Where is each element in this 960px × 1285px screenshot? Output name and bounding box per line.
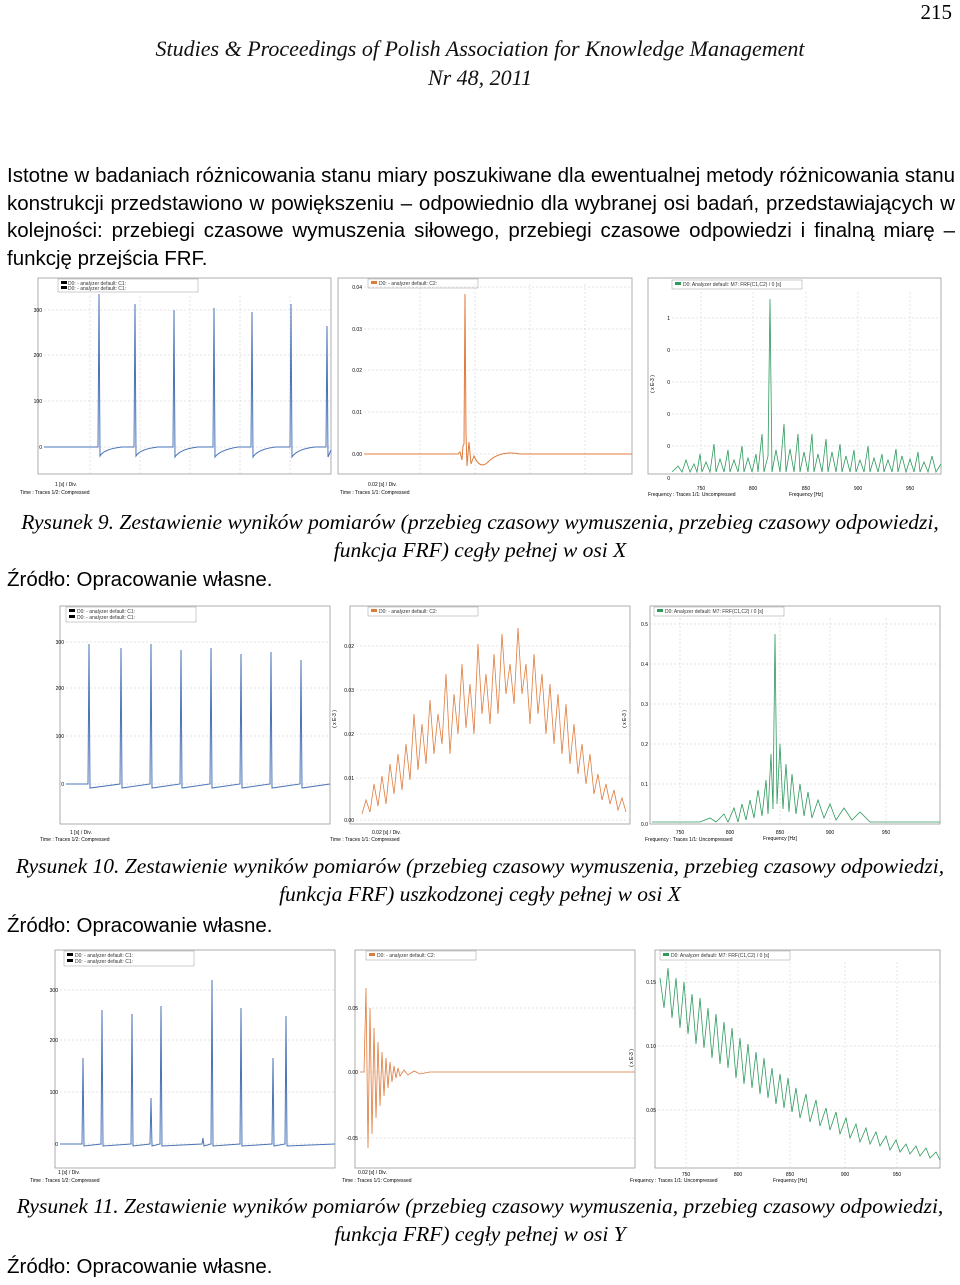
svg-text:0.05: 0.05 <box>348 1006 358 1012</box>
svg-text:750: 750 <box>681 1172 691 1178</box>
svg-text:0.00: 0.00 <box>348 1070 358 1076</box>
legend-1: D0: - analyzer default: C1: <box>68 281 127 287</box>
figure-9 <box>0 274 960 504</box>
svg-text:100: 100 <box>55 734 64 740</box>
svg-text:750: 750 <box>696 486 706 492</box>
svg-text:800: 800 <box>748 486 758 492</box>
svg-text:0.02 [s] / Div.: 0.02 [s] / Div. <box>358 1170 387 1176</box>
x-label: 1 [s] / Div. <box>55 482 77 488</box>
svg-text:300: 300 <box>49 988 58 994</box>
source-fig10: Źródło: Opracowanie własne. <box>7 914 273 937</box>
svg-text:900: 900 <box>853 486 863 492</box>
svg-text:0.02: 0.02 <box>352 368 362 374</box>
svg-text:0: 0 <box>55 1142 58 1148</box>
svg-text:950: 950 <box>905 486 915 492</box>
svg-text:Time : Traces 1/1: Compressed: Time : Traces 1/1: Compressed <box>342 1178 412 1184</box>
source-fig9: Źródło: Opracowanie własne. <box>7 568 273 591</box>
svg-text:D0: Analyzer default: M7: FRF(: D0: Analyzer default: M7: FRF(C1,C2) / 0 [s] <box>671 953 770 959</box>
svg-text:0.03: 0.03 <box>344 688 354 694</box>
svg-text:D0: - analyzer default: C1:: D0: - analyzer default: C1: <box>75 953 134 959</box>
svg-text:100: 100 <box>49 1090 58 1096</box>
response-panel <box>338 278 632 496</box>
svg-text:900: 900 <box>840 1172 850 1178</box>
svg-text:850: 850 <box>785 1172 795 1178</box>
frf-panel <box>629 950 940 1184</box>
svg-text:1 [s] / Div.: 1 [s] / Div. <box>58 1170 80 1176</box>
page-number: 215 <box>920 0 952 24</box>
svg-text:Frequency [Hz]: Frequency [Hz] <box>763 836 797 842</box>
svg-text:200: 200 <box>55 686 64 692</box>
svg-text:850: 850 <box>775 830 785 836</box>
svg-text:800: 800 <box>725 830 735 836</box>
response-panel <box>342 950 635 1184</box>
svg-text:D0: - analyzer default: C2:: D0: - analyzer default: C2: <box>377 953 436 959</box>
svg-text:0.05: 0.05 <box>646 1108 656 1114</box>
svg-text:D0: - analyzer default: C1:: D0: - analyzer default: C1: <box>77 615 136 621</box>
svg-text:( x E-3 ): ( x E-3 ) <box>622 710 628 728</box>
svg-text:1: 1 <box>667 316 670 322</box>
caption-fig11: Rysunek 11. Zestawienie wyników pomiarów (przebieg czasowy wymuszenia, przebieg czasowy odpowiedzi, funkcja FRF) cegły pełnej w osi Y <box>16 1194 944 1246</box>
svg-text:200: 200 <box>49 1038 58 1044</box>
svg-text:0.04: 0.04 <box>352 285 362 291</box>
svg-text:0.1: 0.1 <box>641 782 648 788</box>
svg-text:0.2: 0.2 <box>641 742 648 748</box>
svg-text:0.15: 0.15 <box>646 980 656 986</box>
svg-text:0.02 [s] / Div.: 0.02 [s] / Div. <box>368 482 397 488</box>
svg-text:Time : Traces 1/2: Compressed: Time : Traces 1/2: Compressed <box>40 837 110 843</box>
force-panel <box>30 950 335 1184</box>
journal-title: Studies & Proceedings of Polish Association for Knowledge Management <box>155 36 805 61</box>
svg-text:0.3: 0.3 <box>641 702 648 708</box>
legend-2: D0: - analyzer default: C1: <box>68 286 127 292</box>
response-panel <box>330 606 630 843</box>
caption-fig9: Rysunek 9. Zestawienie wyników pomiarów (przebieg czasowy wymuszenia, przebieg czasowy odpowiedzi, funkcja FRF) cegły pełnej w osi X <box>21 510 939 562</box>
svg-text:Time : Traces 1/1: Compressed: Time : Traces 1/1: Compressed <box>340 490 410 496</box>
svg-text:0: 0 <box>61 782 64 788</box>
svg-text:( x E-3 ): ( x E-3 ) <box>650 375 656 393</box>
svg-text:0.02: 0.02 <box>344 644 354 650</box>
svg-text:0.00: 0.00 <box>344 818 354 824</box>
svg-text:D0: - analyzer default: C1:: D0: - analyzer default: C1: <box>77 609 136 615</box>
svg-text:Frequency [Hz]: Frequency [Hz] <box>789 492 823 498</box>
svg-text:Frequency : Traces 1/1: Uncomp: Frequency : Traces 1/1: Uncompressed <box>645 837 733 843</box>
svg-text:900: 900 <box>825 830 835 836</box>
legend-1: D0: Analyzer default: M7: FRF(C1,C2) / 0 [s] <box>683 282 782 288</box>
svg-text:950: 950 <box>881 830 891 836</box>
svg-text:Frequency [Hz]: Frequency [Hz] <box>773 1178 807 1184</box>
body-paragraph: Istotne w badaniach różnicowania stanu miary poszukiwane dla ewentualnej metody różnicowania stanu konstrukcji przedstawiono w powiększeniu – odpowiednio dla wybranej osi badań, przedstawiających w kolejności: przebiegi czasowe wymuszenia siłowego, przebiegi czasowe odpowiedzi i finalną miarę – funkcję przejścia FRF. <box>7 164 955 270</box>
frf-panel <box>622 606 940 843</box>
frf-panel <box>648 278 941 498</box>
svg-text:-0.05: -0.05 <box>346 1136 358 1142</box>
svg-text:Time : Traces 1/1: Compressed: Time : Traces 1/1: Compressed <box>330 837 400 843</box>
caption-fig10: Rysunek 10. Zestawienie wyników pomiarów (przebieg czasowy wymuszenia, przebieg czasowy odpowiedzi, funkcja FRF) uszkodzonej cegły pełnej w osi X <box>15 854 945 906</box>
svg-text:0: 0 <box>667 380 670 386</box>
source-fig11: Źródło: Opracowanie własne. <box>7 1255 273 1278</box>
svg-text:0.4: 0.4 <box>641 662 648 668</box>
svg-text:0: 0 <box>667 412 670 418</box>
svg-text:0.00: 0.00 <box>352 452 362 458</box>
svg-text:0.02: 0.02 <box>344 732 354 738</box>
svg-text:300: 300 <box>55 640 64 646</box>
ytick: 200 <box>33 353 42 359</box>
ytick: 300 <box>33 308 42 314</box>
svg-text:0.01: 0.01 <box>352 410 362 416</box>
footer: Time : Traces 1/2: Compressed <box>20 490 90 496</box>
svg-text:0.5: 0.5 <box>641 622 648 628</box>
svg-text:950: 950 <box>892 1172 902 1178</box>
svg-text:( x E-3 ): ( x E-3 ) <box>629 1049 635 1067</box>
svg-text:0.10: 0.10 <box>646 1044 656 1050</box>
svg-text:( x E-3 ): ( x E-3 ) <box>332 710 338 728</box>
journal-issue: Nr 48, 2011 <box>427 65 533 90</box>
svg-text:750: 750 <box>675 830 685 836</box>
ytick: 100 <box>33 399 42 405</box>
svg-text:D0: Analyzer default: M7: FRF(: D0: Analyzer default: M7: FRF(C1,C2) / 0 [s] <box>665 609 764 615</box>
svg-text:Time : Traces 1/2: Compressed: Time : Traces 1/2: Compressed <box>30 1178 100 1184</box>
svg-text:0: 0 <box>667 444 670 450</box>
svg-text:0.03: 0.03 <box>352 327 362 333</box>
svg-text:0: 0 <box>667 476 670 482</box>
svg-text:D0: - analyzer default: C2:: D0: - analyzer default: C2: <box>379 609 438 615</box>
svg-text:0.0: 0.0 <box>641 822 648 828</box>
svg-text:800: 800 <box>733 1172 743 1178</box>
figure-10 <box>0 604 960 844</box>
svg-text:1 [s] / Div.: 1 [s] / Div. <box>70 830 92 836</box>
svg-text:0: 0 <box>667 348 670 354</box>
force-panel <box>40 606 330 843</box>
ytick: 0 <box>39 445 42 451</box>
force-panel <box>20 278 331 496</box>
svg-text:850: 850 <box>801 486 811 492</box>
svg-text:0.01: 0.01 <box>344 776 354 782</box>
legend-1: D0: - analyzer default: C2: <box>379 281 438 287</box>
svg-text:D0: - analyzer default: C1:: D0: - analyzer default: C1: <box>75 959 134 965</box>
svg-text:0.02 [s] / Div.: 0.02 [s] / Div. <box>372 830 401 836</box>
svg-text:Frequency : Traces 1/1: Uncomp: Frequency : Traces 1/1: Uncompressed <box>630 1178 718 1184</box>
figure-11 <box>0 948 960 1188</box>
svg-text:Frequency : Traces 1/1: Uncomp: Frequency : Traces 1/1: Uncompressed <box>648 492 736 498</box>
